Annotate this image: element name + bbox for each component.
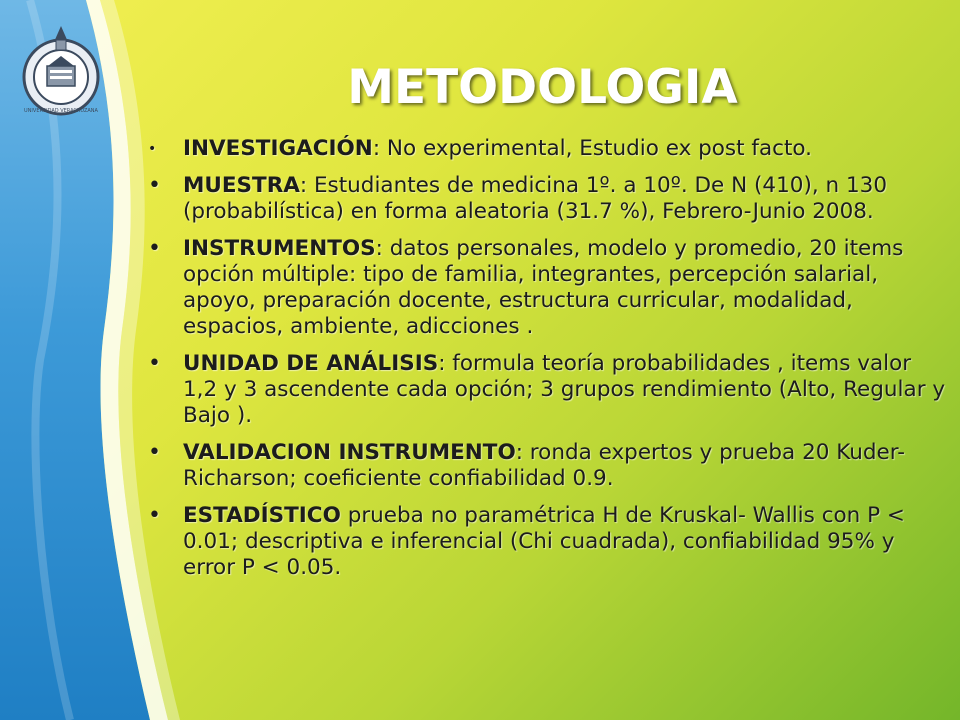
item-label: INSTRUMENTOS [183, 236, 376, 261]
item-text: : No experimental, Estudio ex post facto. [372, 136, 812, 161]
bullet-icon: • [148, 351, 161, 376]
list-item-instrumentos [140, 236, 950, 340]
slide-title: METODOLOGIA [347, 60, 738, 115]
bullet-icon: • [148, 503, 161, 528]
bullet-icon: • [148, 141, 157, 157]
item-text: : Estudiantes de medicina 1º. a 10º. De N (410), n 130 (probabilística) en forma aleatoria (31.7 %), Febrero-Junio 2008. [183, 173, 888, 224]
list-item-unidad-de-analisis [140, 351, 950, 429]
item-label: VALIDACION INSTRUMENTO [183, 440, 516, 465]
list-item-validacion-instrumento [140, 440, 950, 492]
seal-text: UNIVERSIDAD VERACRUZANA [24, 108, 98, 114]
item-label: ESTADÍSTICO [183, 503, 341, 528]
bullet-icon: • [148, 440, 161, 465]
list-item-estadistico [140, 503, 950, 581]
item-label: INVESTIGACIÓN [183, 136, 373, 161]
item-text: : datos personales, modelo y promedio, 20 items opción múltiple: tipo de familia, integrantes, percepción salarial, apoyo, preparación docente, estructura curricular, modalidad, espacios, ambiente, adicciones . [183, 236, 904, 339]
list-item-muestra [140, 173, 950, 225]
item-text: : ronda expertos y prueba 20 Kuder-Richarson; coeficiente confiabilidad 0.9. [183, 440, 906, 491]
bullet-icon: • [148, 173, 161, 198]
methodology-list [140, 136, 950, 592]
list-item-investigacion [140, 136, 950, 162]
bullet-icon: • [148, 236, 161, 261]
item-text: prueba no paramétrica H de Kruskal- Wallis con P < 0.01; descriptiva e inferencial (Chi cuadrada), confiabilidad 95% y error P < 0.05. [183, 503, 905, 580]
item-label: UNIDAD DE ANÁLISIS [183, 351, 439, 376]
item-text: : formula teoría probabilidades , items valor 1,2 y 3 ascendente cada opción; 3 grupos rendimiento (Alto, Regular y Bajo ). [183, 351, 946, 428]
item-label: MUESTRA [183, 173, 300, 198]
